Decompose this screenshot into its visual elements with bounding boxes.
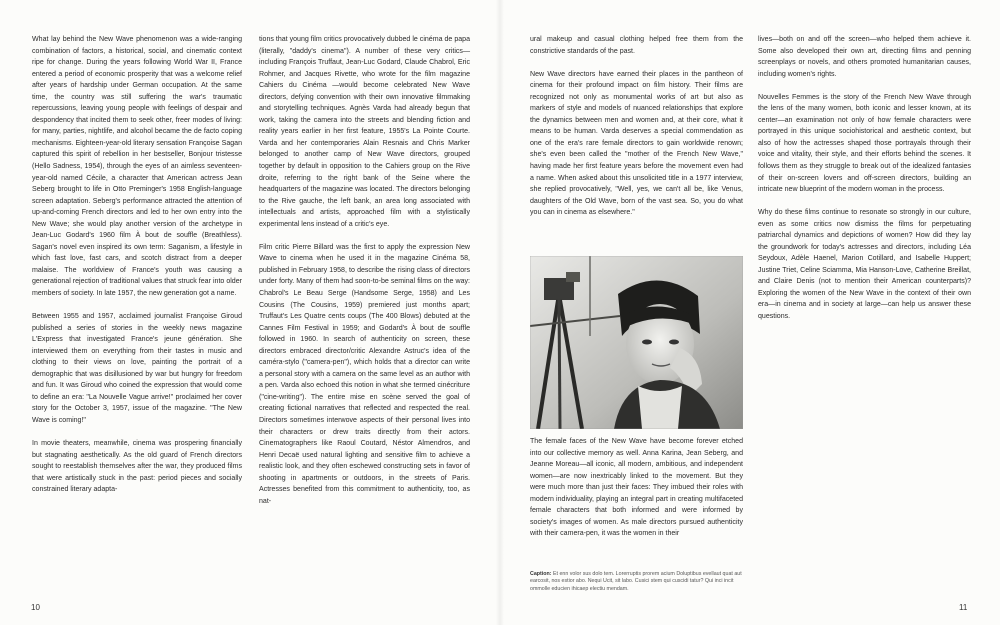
paragraph: ural makeup and casual clothing helped free them from the constrictive standards of the past. [530,36,743,55]
paragraph: Why do these films continue to resonate so strongly in our culture, even as some critics now dismiss the films for perpetuating patriarchal dynamics and depictions of women? How did they lay the groundwork for today's actresses and directors, including Léa Seydoux, Adèle Haenel, Marion Cotillard, and Isabelle Huppert; Justine Triet, Celine Sciamma, Mia Hanson-Love, Catherine Breillat, and Claire Denis (not to mention their American counterparts)? Exploring the women of the New Wave in the context of their own era—in cinema and in society at large—can help us answer these questions. [758,209,971,321]
photo-caption [530,571,743,593]
paragraph: In movie theaters, meanwhile, cinema was prospering financially but stagnating aesthetically. As the old guard of French directors sought to reestablish themselves after the war, they produced films that were artistically stuck in the past: period pieces and socially constrained literary adapta- [32,440,242,494]
caption-text: Et enn volor sus dolo tem. Lorerruptis prorem acium Doluptibus evellaut quat aut earcosit, nos estior abo. Nequi Ucit, sit labo. Cusici stem qui cuscidi tatur? Qui inci incit ommolle educien ihicaep electiu mendam. [530,571,742,592]
right-page [500,0,1000,625]
photo-illustration [530,256,743,429]
text-column-4 [758,34,971,334]
paragraph: What lay behind the New Wave phenomenon was a wide-ranging combination of factors, a historical, social, and cinematic context ripe for change. During the years following World War II, France entered a period of economic prosperity that was a welcome relief after years of hardship under German occupation. At the same time, the country was still suffering the war's traumatic repercussions, leaving young people with feelings of despair and despondency that incited them to seek other, freer modes of living: for many, parties, nightlife, and alcohol became the de facto coping mechanisms. Eighteen-year-old literary sensation Françoise Sagan captured this spirit of rebellion in her bestseller, Bonjour tristesse (Hello Sadness, 1954), through the eyes of an aimless seventeen-year-old named Cécile, a character that American actress Jean Seberg brought to life in Otto Preminger's 1958 English-language screen adaptation. Seberg's performance attracted the attention of up-and-coming French directors and led to her own entry into the New Wave; she would play another version of the archetype in Jean-Luc Godard's 1960 film À bout de souffle (Breathless). Sagan's novel even inspired its own term: Saganism, a lifestyle in which fast love, fast cars, and scotch distract from a deeper malaise. The worldview of France's youth was causing a generational rejection of traditional values that struck fear into older members of society. In late 1957, the new generation got a name. [32,36,242,298]
caption-label: Caption: [530,571,552,577]
paragraph: lives—both on and off the screen—who helped them achieve it. Some also developed their own art, directing films and penning screenplays or novels, and others promoted humanitarian causes, including women's rights. [758,36,971,78]
text-column-2 [259,34,470,519]
text-column-1 [32,34,242,507]
page-number-right: 11 [959,603,968,612]
paragraph: New Wave directors have earned their places in the pantheon of cinema for their profound impact on film history. Their films are recognized not only as monumental works of art but also as markers of style and models of nuanced relationships that explore the dynamics between men and women and, at their core, what it means to be human. Varda deserves a special commendation as one of the era's rare female directors to gain worldwide renown; she's even been called the "mother of the French New Wave," having made her first feature years before the movement even had a name. When asked about this unsolicited title in a 1977 interview, she replied provocatively, "Well, yes, we can't all be, like Venus, daughters of the Old Wave, born of the vast sea. So, you do what you can in cinema as elsewhere." [530,70,743,217]
portrait-photo [530,256,743,429]
paragraph: The female faces of the New Wave have become forever etched into our collective memory as well. Anna Karina, Jean Seberg, and Jeanne Moreau—all iconic, all modern, ambitious, and independent women—are now inextricably linked to the movement. But they were much more than just their faces: They imbued their roles with modern individuality, playing an integral part in creating multifaceted female characters that both informed and were informed by society's images of women. As male directors pursued authenticity with their camera-pen, it was the women in their [530,438,743,538]
paragraph: tions that young film critics provocatively dubbed le cinéma de papa (literally, "daddy's cinema"). A number of these very critics—including François Truffaut, Jean-Luc Godard, Claude Chabrol, Eric Rohmer, and Jacques Rivette, who wrote for the film magazine Cahiers du Cinéma —would become celebrated New Wave directors, defying convention with their own innovative filmmaking and storytelling techniques. Agnès Varda had already begun that work, taking the camera into the streets and blending fiction and reality years earlier in her first feature, 1955's La Pointe Courte. Varda and her contemporaries Alain Resnais and Chris Marker belonged to another camp of New Wave directors, grouped together by default in opposition to the Cahiers group on the Rive droite, referring to the right bank of the Seine where the headquarters of the magazine was located. The directors belonging to the Rive gauche, the left bank, an area long associated with intellectuals and artists, approached film with a stylistically experimental lens instead of a critic's eye. [259,36,470,228]
text-column-3 [530,34,743,230]
paragraph: Film critic Pierre Billard was the first to apply the expression New Wave to cinema when he used it in the magazine Cinéma 58, published in February 1958, to describe the rising class of directors under forty. Many of them had soon-to-be seminal films on the way: Chabrol's Le Beau Serge (Handsome Serge, 1958) and Les Cousins (The Cousins, 1959) premiered just months apart; Truffaut's Les Quatre cents coups (The 400 Blows) debuted at the Cannes Film Festival in 1959; and Godard's À bout de souffle followed in 1960. In search of authenticity on screen, these directors embraced director/critic Alexandre Astruc's idea of the caméra-stylo ("camera-pen"), which holds that a director can write a personal story with a camera on the same level as an author with a pen. Varda also echoed this notion in what she termed cinécriture ("cine-writing"). The entire mise en scène served the goal of creating fictional narratives that reflected and respected the real. Directors sometimes interwove aspects of their personal lives into their characters or drew traits directly from their actors. Cinematographers like Raoul Coutard, Néstor Almendros, and Henri Decaë used natural lighting and sensitive film to achieve a realistic look, and they often eschewed constructing sets in favor of shooting in apartments or outdoors, in the streets of Paris. Actresses benefited from this commitment to authenticity, too, as nat- [259,243,470,505]
paragraph: Nouvelles Femmes is the story of the French New Wave through the lens of the many women, both iconic and lesser known, at its center—an examination not only of how female characters were portrayed in this unique sociohistorical and aesthetic context, but also of how the actresses shaped those portrayals through their voice and vitality, their style, and their efforts behind the scenes. It follows them as they struggle to break out of the idealized fantasies of their on-screen lovers and off-screen directors, building an intricate new blueprint of the modern woman in the process. [758,93,971,194]
text-column-3-continued [530,436,743,540]
paragraph: Between 1955 and 1957, acclaimed journalist Françoise Giroud published a series of stories in the weekly news magazine L'Express that investigated France's jeune génération. She interviewed them on everything from their tastes in music and clothing to their views on love, painting the portrait of a demographic that was disillusioned by war but hungry for freedom and fun. It was Giroud who coined the expression that would come to define an era: "La Nouvelle Vague arrive!" proclaimed her cover story for the October 3, 1957, issue of the magazine. "The New Wave is coming!" [32,313,242,424]
page-number-left: 10 [31,603,40,612]
